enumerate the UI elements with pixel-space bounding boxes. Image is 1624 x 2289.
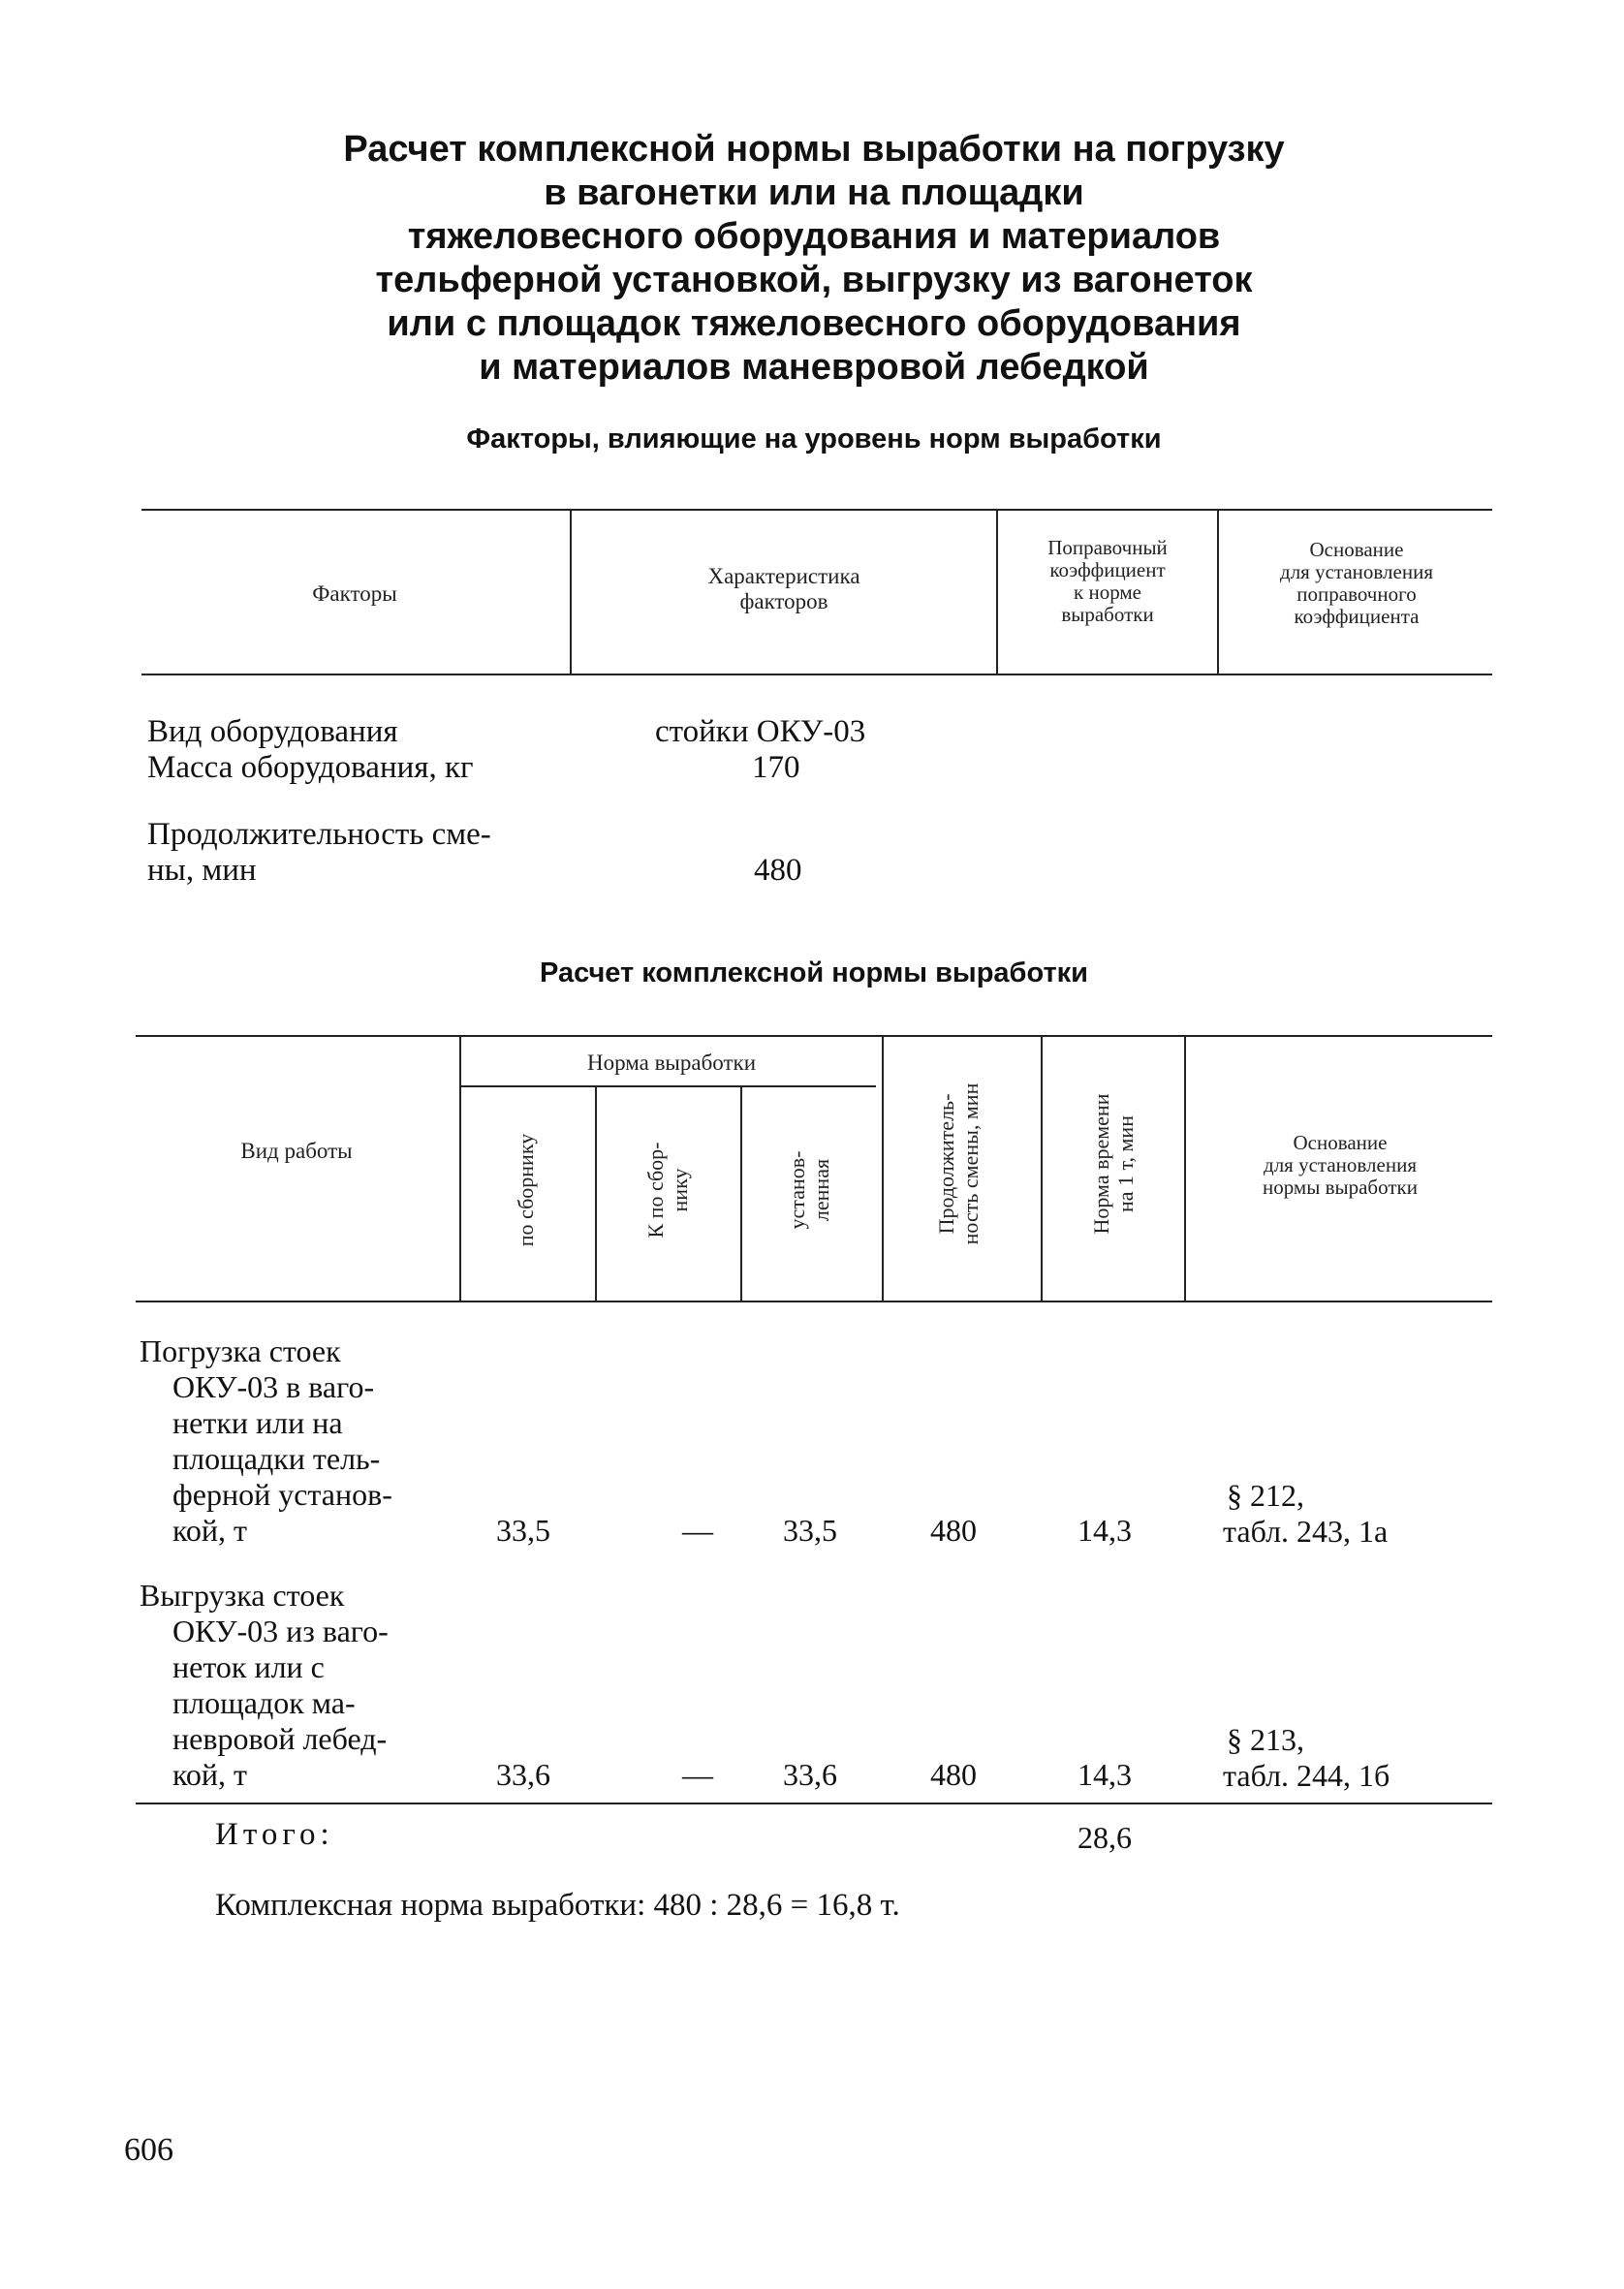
cell-time-norm: 14,3 [1077, 1757, 1132, 1792]
calc-col-header-norm-group: Норма выработки [586, 1050, 757, 1075]
factors-col-divider [570, 511, 572, 674]
calc-top-rule [136, 1035, 1492, 1037]
calc-col-header-work: Вид работы [240, 1139, 353, 1163]
table-row-work: Выгрузка стоек ОКУ-03 из ваго- неток или с площадок ма- невровой лебед- кой, т [140, 1578, 389, 1792]
factors-top-rule [141, 509, 1492, 511]
factor-value: 480 [754, 853, 802, 888]
factors-col-header-factors: Факторы [312, 581, 397, 606]
factor-value: стойки ОКУ-03 [655, 714, 866, 749]
cell-k: — [682, 1757, 713, 1792]
table-row-work: Погрузка стоек ОКУ-03 в ваго- нетки или на площадки тель- ферной установ- кой, т [140, 1333, 392, 1548]
calc-col-header-established: установ- ленная [785, 1150, 833, 1230]
cell-established: 33,6 [783, 1757, 837, 1792]
result-text: Комплексная норма выработки: 480 : 28,6 = 16,8 т. [215, 1888, 900, 1923]
factors-col-header-characteristic: Характеристика факторов [707, 564, 860, 613]
calc-col-header-shift: Продолжитель- ность смены, мин [934, 1082, 983, 1245]
title-line: тельферной установкой, выгрузку из вагонеток [375, 260, 1253, 300]
title-line: и материалов маневровой лебедкой [479, 347, 1149, 388]
factor-value: 170 [752, 750, 800, 785]
factors-header-rule [141, 674, 1492, 675]
cell-shift: 480 [930, 1513, 977, 1548]
factor-label: Масса оборудования, кг [147, 750, 474, 785]
title-line: Расчет комплексной нормы выработки на погрузку [343, 129, 1285, 170]
calc-heading: Расчет комплексной нормы выработки [539, 957, 1088, 988]
title-line: или с площадок тяжеловесного оборудования [387, 303, 1241, 344]
title-line: в вагонетки или на площадки [544, 172, 1084, 213]
cell-established: 33,5 [783, 1513, 837, 1548]
calc-col-divider [1184, 1037, 1186, 1301]
factors-col-divider [1217, 511, 1219, 674]
cell-basis: § 213, табл. 244, 1б [1223, 1722, 1390, 1793]
factor-label: Продолжительность сме- [147, 817, 491, 852]
page-title [252, 128, 1376, 390]
factors-col-divider [996, 511, 998, 674]
calc-col-header-time-norm: Норма времени на 1 т, мин [1089, 1093, 1138, 1235]
calc-bottom-rule [136, 1803, 1492, 1804]
cell-by-collection: 33,6 [496, 1757, 550, 1792]
title-line: тяжеловесного оборудования и материалов [407, 216, 1221, 257]
calc-col-header-by-collection: по сборнику [514, 1133, 538, 1247]
total-label: Итого: [215, 1817, 334, 1852]
cell-time-norm: 14,3 [1077, 1513, 1132, 1548]
total-value: 28,6 [1077, 1820, 1132, 1855]
calc-col-header-k: К по сбор- нику [643, 1142, 692, 1239]
calc-header-rule [136, 1301, 1492, 1302]
cell-k: — [682, 1513, 713, 1548]
cell-shift: 480 [930, 1757, 977, 1792]
cell-basis: § 212, табл. 243, 1а [1223, 1478, 1389, 1549]
cell-by-collection: 33,5 [496, 1513, 550, 1548]
factor-label: ны, мин [147, 853, 257, 888]
factors-col-header-basis: Основание для установления поправочного коэффициента [1280, 538, 1433, 628]
factor-label: Вид оборудования [147, 714, 398, 749]
page-number: 606 [124, 2132, 173, 2168]
calc-col-divider [459, 1037, 461, 1301]
factors-heading: Факторы, влияющие на уровень норм выработки [466, 423, 1162, 455]
calc-group-rule [461, 1085, 876, 1087]
calc-col-divider [595, 1087, 597, 1301]
calc-col-divider [740, 1087, 742, 1301]
factors-col-header-coefficient: Поправочный коэффициент к норме выработки [1047, 536, 1168, 626]
calc-col-divider [882, 1037, 884, 1301]
calc-col-header-basis: Основание для установления нормы выработки [1263, 1131, 1418, 1199]
calc-col-divider [1041, 1037, 1043, 1301]
